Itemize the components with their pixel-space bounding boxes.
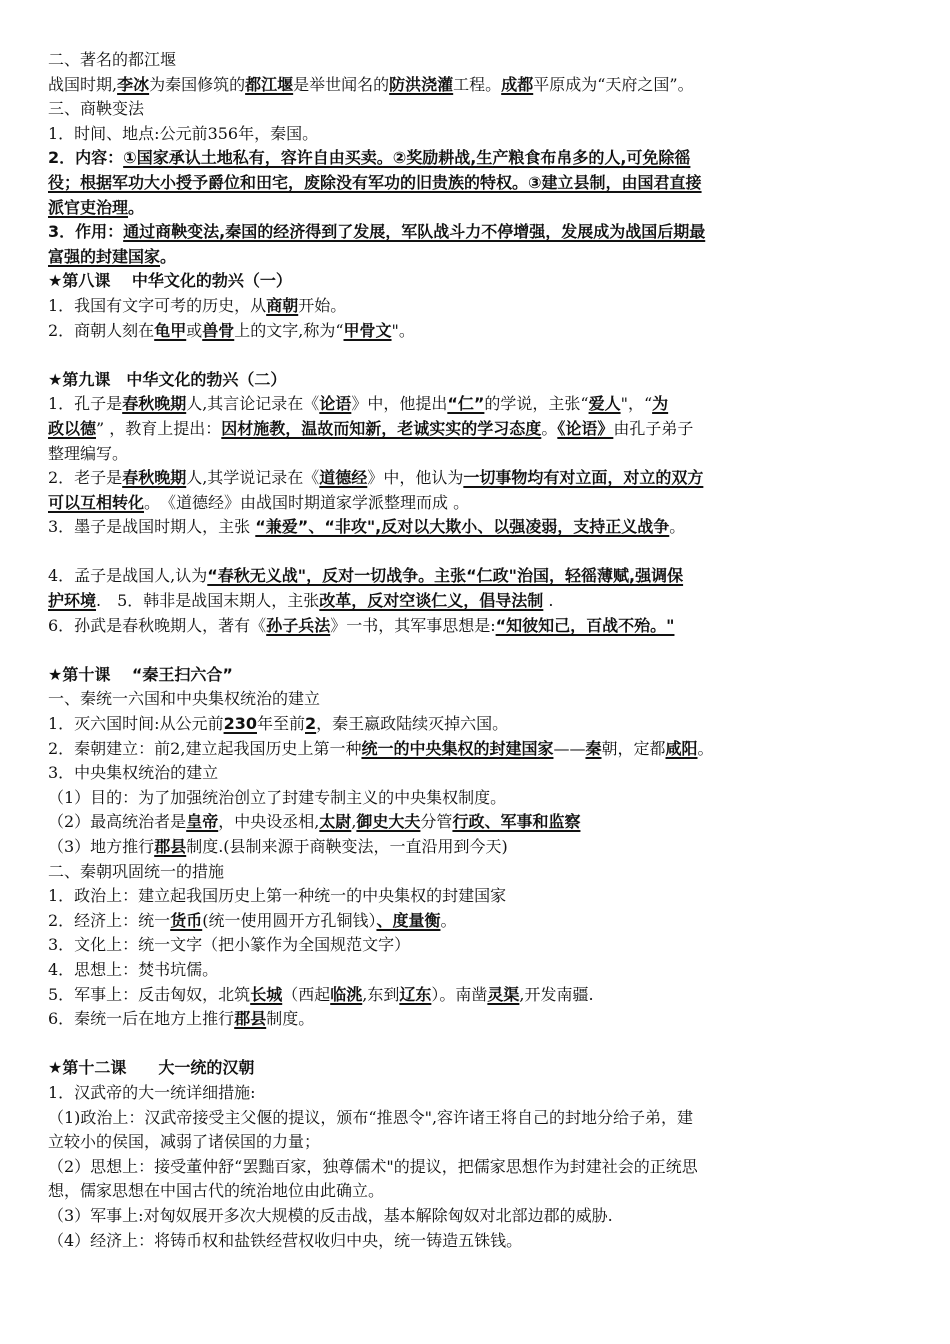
text-run: 上的文字,称为“ <box>234 320 344 340</box>
keyword: 长城 <box>250 984 283 1004</box>
keyword: 富强的封建国家 <box>48 246 161 266</box>
measure-2 <box>48 909 908 934</box>
text-run: 2．秦朝建立：前2,建立起我国历史上第一种 <box>48 738 362 758</box>
lesson12-p1-1: （1)政治上：汉武帝接受主父偃的提议，颁布“推恩令",容许诸王将自己的封地分给子弟，建 <box>48 1107 694 1127</box>
text-run: 为秦国修筑的 <box>149 74 246 94</box>
keyword: 灵渠 <box>487 984 520 1004</box>
keyword: 因材施教，温故而知新，老诚实实的学习态度 <box>221 418 542 438</box>
text-run: 平原成为“天府之国”。 <box>533 74 694 94</box>
text-run: 制度。 <box>266 1009 315 1029</box>
text-run: 6．秦统一后在地方上推行 <box>48 1009 235 1029</box>
measure-1: 1．政治上：建立起我国历史上第一种统一的中央集权的封建国家 <box>48 886 507 906</box>
lesson9-title: ★第九课 中华文化的勃兴（二） <box>48 369 287 389</box>
keyword: 货币 <box>170 910 203 930</box>
text-run: 战国时期, <box>48 74 118 94</box>
keyword: 役；根据军功大小授予爵位和田宅，废除没有军功的旧贵族的特权。③建立县制，由国君直接 <box>48 172 702 192</box>
text-run: （3）地方推行 <box>48 837 155 856</box>
text-run: 或 <box>186 320 203 340</box>
text-run: 。 <box>697 738 714 758</box>
lesson10-line3: 3．中央集权统治的建立 <box>48 763 219 783</box>
text-run: 人,其学说记录在《 <box>186 468 320 488</box>
lesson12-title: ★第十二课 大一统的汉朝 <box>48 1058 255 1078</box>
keyword: 道德经 <box>319 468 368 488</box>
section-heading-dujiangyan: 二、著名的都江堰 <box>48 50 177 69</box>
dujiangyan-text <box>48 73 908 98</box>
keyword: 春秋晚期 <box>122 394 187 414</box>
text-run: ,开发南疆. <box>519 984 594 1004</box>
shangyang-content-1 <box>48 146 908 171</box>
lesson12-p3: （3）军事上:对匈奴展开多次大规模的反击战，基本解除匈奴对北部边郡的威胁. <box>48 1205 613 1225</box>
spacer <box>48 540 908 565</box>
lesson8-line2 <box>48 319 908 344</box>
text-run: 。 <box>541 418 558 438</box>
lesson12-p2-2: 想，儒家思想在中国古代的统治地位由此确立。 <box>48 1181 385 1201</box>
confucius-line2 <box>48 417 908 442</box>
lesson10-line6 <box>48 835 908 860</box>
confucius-line3: 整理编写。 <box>48 443 129 463</box>
shangyang-effect-2 <box>48 245 908 270</box>
keyword: 行政、军事和监察 <box>452 812 581 832</box>
keyword: 2 <box>305 714 317 734</box>
keyword: 可以互相转化 <box>48 492 145 512</box>
text-run: 的学说，主张“ <box>484 394 589 414</box>
text-run: 》中，他认为 <box>367 468 464 488</box>
text-run: . 5．韩非是战国末期人，主张 <box>96 591 320 611</box>
shangyang-time: 1．时间、地点:公元前356年，秦国。 <box>48 123 319 143</box>
text-run: 。 <box>669 517 686 537</box>
text-run: （西起 <box>282 984 331 1004</box>
text-run: "。 <box>391 320 415 340</box>
shangyang-content-2 <box>48 171 908 196</box>
keyword: 春秋晚期 <box>122 468 187 488</box>
lesson12-line1: 1．汉武帝的大一统详细措施: <box>48 1082 256 1102</box>
text-run: 工程。 <box>453 74 502 94</box>
lesson10-line5 <box>48 810 908 835</box>
text-run: 制度.(县制来源于商鞅变法，一直沿用到今天) <box>186 837 508 856</box>
keyword: 商朝 <box>266 295 299 315</box>
keyword: 、度量衡 <box>376 910 441 930</box>
text-run: 分管 <box>420 812 453 832</box>
text-run: 人,其言论记录在《 <box>186 394 320 414</box>
text-run: 3．墨子是战国时期人，主张 <box>48 517 256 537</box>
keyword: 郡县 <box>154 837 187 856</box>
text-run: 1．我国有文字可考的历史，从 <box>48 295 267 315</box>
spacer <box>48 343 908 368</box>
mozi-line <box>48 515 908 540</box>
measure-3: 3．文化上：统一文字（把小篆作为全国规范文字） <box>48 935 411 955</box>
keyword: 郡县 <box>234 1009 267 1029</box>
text-run: 。 《道德经》由战国时期道家学派整理而成 。 <box>144 492 470 512</box>
text-run: 1．灭六国时间:从公元前 <box>48 714 224 734</box>
study-notes-page <box>48 48 908 1253</box>
mencius-line1 <box>48 564 908 589</box>
keyword: 兽骨 <box>202 320 235 340</box>
keyword: 孙子兵法 <box>266 615 331 635</box>
keyword: 通过商鞅变法,秦国的经济得到了发展，军队战斗力不停增强，发展成为战国后期最 <box>123 222 706 242</box>
keyword: 230 <box>223 714 257 734</box>
lesson10-line4: （1）目的：为了加强统治创立了封建专制主义的中央集权制度。 <box>48 787 507 807</box>
text-run: ，中央设丞相, <box>218 812 320 832</box>
laozi-line1 <box>48 466 908 491</box>
text-run: 4．孟子是战国人,认为 <box>48 566 208 586</box>
text-run: (统一使用圆开方孔铜钱） <box>202 910 377 930</box>
lesson8-line1 <box>48 294 908 319</box>
lesson12-p4: （4）经济上：将铸币权和盐铁经营权收归中央，统一铸造五铢钱。 <box>48 1230 523 1250</box>
keyword: 论语 <box>319 394 352 414</box>
keyword: 护环境 <box>48 591 97 611</box>
keyword: ①国家承认土地私有，容许自由买卖。②奖励耕战,生产粮食布帛多的人,可免除徭 <box>123 148 691 168</box>
keyword: 成都 <box>501 74 534 94</box>
keyword: 爱人 <box>588 394 621 414</box>
lesson10-title: ★第十课 “秦王扫六合” <box>48 664 233 684</box>
keyword: 政以德 <box>48 418 97 438</box>
keyword: 改革，反对空谈仁义，倡导法制 <box>319 591 544 611</box>
lesson8-title: ★第八课 中华文化的勃兴（一） <box>48 271 292 291</box>
keyword: 统一的中央集权的封建国家 <box>361 738 554 758</box>
lesson12-p2-1: （2）思想上：接受董仲舒“罢黜百家，独尊儒术"的提议，把儒家思想作为封建社会的正统思 <box>48 1156 698 1176</box>
text-run: ）。南凿 <box>431 984 488 1004</box>
shangyang-effect-1 <box>48 220 908 245</box>
text-run: 朝，定都 <box>601 738 666 758</box>
text-run: 。 <box>128 197 145 217</box>
section-heading-shangyang: 三、商鞅变法 <box>48 99 145 119</box>
text-run: 。 <box>160 246 177 266</box>
label: 2．内容： <box>48 148 124 168</box>
text-run: 2．商朝人刻在 <box>48 320 155 340</box>
keyword: 临洮 <box>330 984 363 1004</box>
text-run: 5．军事上：反击匈奴，北筑 <box>48 984 251 1004</box>
keyword: “春秋无义战"，反对一切战争。主张“仁政"治国，轻徭薄赋,强调保 <box>207 566 684 586</box>
keyword: 甲骨文 <box>343 320 392 340</box>
keyword: 太尉 <box>319 812 352 832</box>
confucius-line1 <box>48 392 908 417</box>
keyword: 一切事物均有对立面，对立的双方 <box>463 468 704 488</box>
text-run: 1．孔子是 <box>48 394 123 414</box>
text-run: —— <box>553 738 586 758</box>
keyword: 防洪浇灌 <box>389 74 454 94</box>
keyword: 皇帝 <box>186 812 219 832</box>
lesson10-line1 <box>48 712 908 737</box>
text-run: ” ，教育上提出： <box>96 418 222 438</box>
text-run: , <box>351 812 357 832</box>
text-run: 2．经济上：统一 <box>48 910 171 930</box>
keyword: 为 <box>652 394 669 414</box>
text-run: 6．孙武是春秋晚期人，著有《 <box>48 615 267 635</box>
lesson12-p1-2: 立较小的侯国，减弱了诸侯国的力量； <box>48 1132 321 1152</box>
keyword: 龟甲 <box>154 320 187 340</box>
text-run: 年至前 <box>256 714 305 734</box>
text-run: 》一书，其军事思想是: <box>330 615 496 635</box>
text-run: . <box>543 591 554 611</box>
spacer <box>48 638 908 663</box>
keyword: 秦 <box>585 738 602 758</box>
keyword: “知彼知己，百战不殆。" <box>495 615 675 635</box>
measure-5 <box>48 983 908 1008</box>
keyword: “兼爱”、“非攻",反对以大欺小、以强凌弱，支持正义战争 <box>255 517 670 537</box>
text-run: 由孔子弟子 <box>613 418 694 438</box>
text-run: （2）最高统治者是 <box>48 812 187 832</box>
keyword: “仁” <box>447 394 485 414</box>
sunwu-line <box>48 614 908 639</box>
lesson10-line2 <box>48 737 908 762</box>
keyword: 《论语》 <box>557 418 614 438</box>
mencius-line2 <box>48 589 908 614</box>
measure-6 <box>48 1007 908 1032</box>
lesson10-sub1: 一、秦统一六国和中央集权统治的建立 <box>48 689 321 709</box>
text-run: 是举世闻名的 <box>293 74 390 94</box>
keyword: 派官吏治理 <box>48 197 129 217</box>
text-run: "，“ <box>620 394 653 414</box>
text-run: 开始。 <box>298 295 347 315</box>
label: 3．作用： <box>48 222 124 242</box>
text-run: ，秦王嬴政陆续灭掉六国。 <box>316 714 509 734</box>
text-run: ,东到 <box>362 984 400 1004</box>
keyword: 都江堰 <box>245 74 294 94</box>
text-run: 》中，他提出 <box>351 394 448 414</box>
keyword: 辽东 <box>399 984 432 1004</box>
keyword: 咸阳 <box>665 738 698 758</box>
measure-4: 4．思想上：焚书坑儒。 <box>48 959 219 979</box>
shangyang-content-3 <box>48 196 908 221</box>
laozi-line2 <box>48 491 908 516</box>
lesson10-sub2: 二、秦朝巩固统一的措施 <box>48 861 225 881</box>
keyword: 李冰 <box>117 74 150 94</box>
text-run: 。 <box>440 910 457 930</box>
spacer <box>48 1032 908 1057</box>
keyword: 御史大夫 <box>356 812 421 832</box>
text-run: 2．老子是 <box>48 468 123 488</box>
